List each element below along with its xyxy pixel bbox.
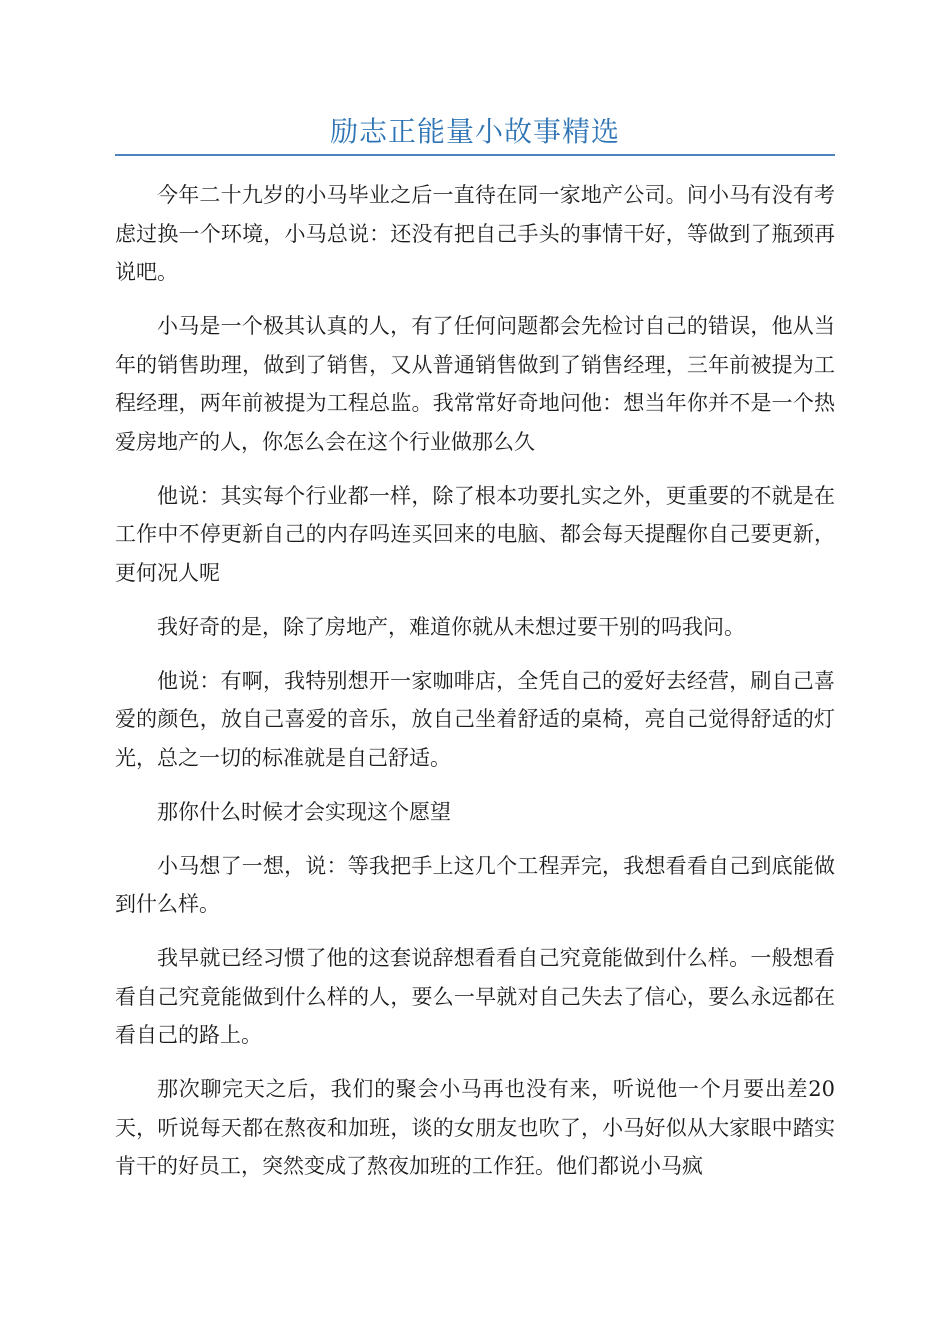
paragraph-1: 今年二十九岁的小马毕业之后一直待在同一家地产公司。问小马有没有考虑过换一个环境，小马总说：还没有把自己手头的事情干好，等做到了瓶颈再说吧。 xyxy=(115,183,835,284)
paragraph-3: 他说：其实每个行业都一样，除了根本功要扎实之外，更重要的不就是在工作中不停更新自己的内存吗连买回来的电脑、都会每天提醒你自己要更新，更何况人呢 xyxy=(115,483,835,585)
paragraph-8: 我早就已经习惯了他的这套说辞想看看自己究竟能做到什么样。一般想看看自己究竟能做到什么样的人，要么一早就对自己失去了信心，要么永远都在看自己的路上。 xyxy=(115,946,835,1047)
title-underline-divider xyxy=(115,154,835,156)
document-body xyxy=(115,176,835,1201)
paragraph-4: 我好奇的是，除了房地产，难道你就从未想过要干别的吗我问。 xyxy=(157,614,745,639)
paragraph-6: 那你什么时候才会实现这个愿望 xyxy=(157,799,451,824)
paragraph-2: 小马是一个极其认真的人，有了任何问题都会先检讨自己的错误，他从当年的销售助理，做到了销售，又从普通销售做到了销售经理，三年前被提为工程经理，两年前被提为工程总监。我常常好奇地问他：想当年你并不是一个热爱房地产的人，你怎么会在这个行业做那么久 xyxy=(115,314,835,454)
paragraph-5: 他说：有啊，我特别想开一家咖啡店，全凭自己的爱好去经营，刷自己喜爱的颜色，放自己喜爱的音乐，放自己坐着舒适的桌椅，亮自己觉得舒适的灯光，总之一切的标准就是自己舒适。 xyxy=(115,668,835,770)
document-title: 励志正能量小故事精选 xyxy=(329,115,620,148)
paragraph-7: 小马想了一想，说：等我把手上这几个工程弄完，我想看看自己到底能做到什么样。 xyxy=(115,853,835,916)
paragraph-9: 那次聊完天之后，我们的聚会小马再也没有来，听说他一个月要出差20天，听说每天都在熬夜和加班，谈的女朋友也吹了，小马好似从大家眼中踏实肯干的好员工，突然变成了熬夜加班的工作狂。他们都说小马疯 xyxy=(115,1077,835,1178)
